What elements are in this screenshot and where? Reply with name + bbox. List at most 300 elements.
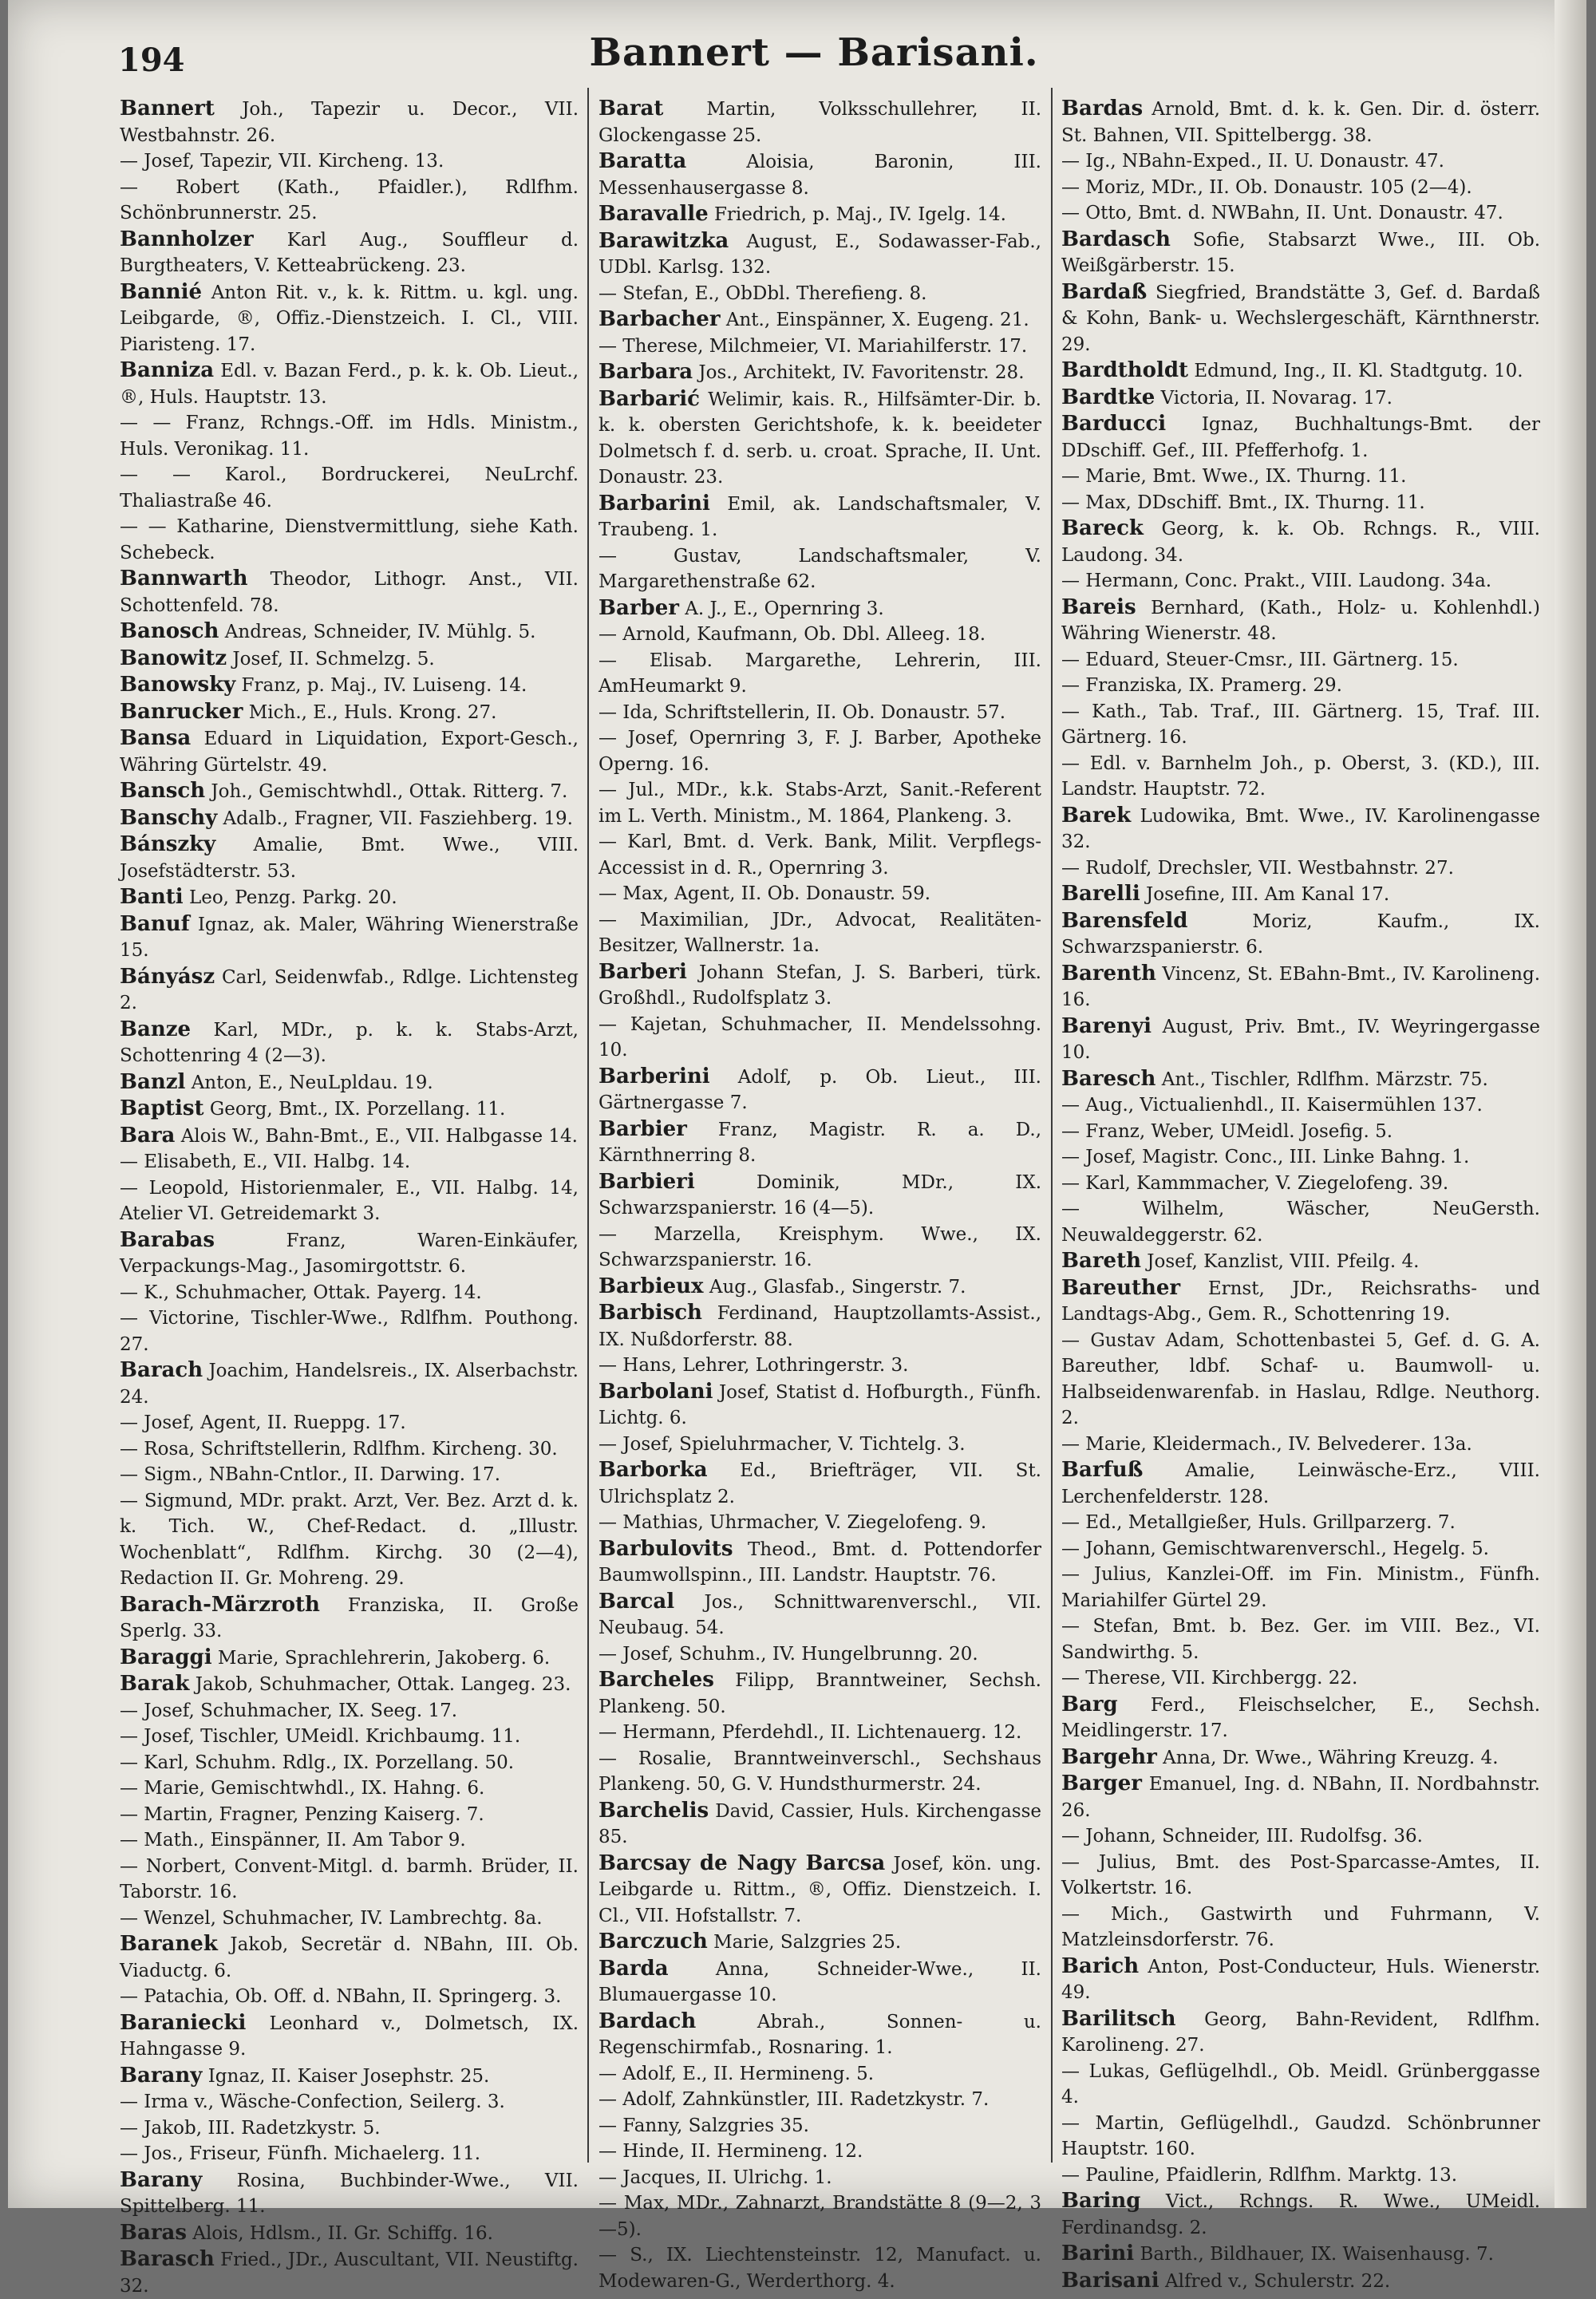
directory-entry: [1061, 1850, 1540, 1902]
entry-surname: Banti: [120, 885, 184, 909]
entry-surname: Bardaß: [1061, 279, 1148, 304]
entry-surname: Barczuch: [598, 1930, 708, 1953]
directory-entry: [120, 357, 579, 410]
entry-details: — Sigm., NBahn-Cntlor., II. Darwing. 17.: [120, 1464, 501, 1485]
entry-details: August, Priv. Bmt., IV. Weyringergasse 10.: [1061, 1016, 1540, 1063]
entry-surname: Baring: [1061, 2189, 1141, 2213]
page-number: 194: [118, 41, 185, 79]
entry-details: — Kath., Tab. Traf., III. Gärtnerg. 15, Traf. III. Gärtnerg. 16.: [1061, 701, 1540, 748]
entry-details: Barth., Bildhauer, IX. Waisenhausg. 7.: [1140, 2244, 1494, 2265]
entry-details: Arnold, Bmt. d. k. k. Gen. Dir. d. österr. St. Bahnen, VII. Spittelbergg. 38.: [1061, 99, 1541, 146]
entry-surname: Barbier: [598, 1116, 687, 1141]
entry-details: — Adolf, Zahnkünstler, III. Radetzkystr. 7.: [598, 2089, 990, 2110]
directory-entry: [120, 1592, 579, 1645]
entry-details: Ferdinand, Hauptzollamts-Assist., IX. Nußdorferstr. 88.: [598, 1303, 1042, 1350]
entry-details: Jakob, Secretär d. NBahn, III. Ob. Viaductg. 6.: [120, 1934, 579, 1981]
directory-entry: [120, 279, 579, 358]
directory-entry: [120, 2141, 579, 2167]
directory-entry: [1061, 855, 1540, 882]
entry-details: — Ig., NBahn-Exped., II. U. Donaustr. 47.: [1061, 151, 1444, 172]
directory-entry: [598, 1641, 1041, 1668]
entry-surname: Barany: [120, 2167, 203, 2192]
entry-details: Siegfried, Brandstätte 3, Gef. d. Bardaß & Kohn, Bank- u. Wechslergeschäft, Kärnthnerstr. 29.: [1061, 282, 1541, 355]
directory-entry: [120, 1096, 579, 1123]
entry-details: — Ed., Metallgießer, Huls. Grillparzerg. 7.: [1061, 1512, 1456, 1533]
entry-surname: Bareth: [1061, 1249, 1141, 1273]
entry-details: — Wenzel, Schuhmacher, IV. Lambrechtg. 8a.: [120, 1907, 543, 1929]
entry-details: — Adolf, E., II. Hermineng. 5.: [598, 2063, 875, 2084]
entry-details: — Eduard, Steuer-Cmsr., III. Gärtnerg. 15.: [1061, 649, 1459, 670]
entry-details: — Karl, Bmt. d. Verk. Bank, Milit. Verpflegs-Accessist in d. R., Opernring 3.: [598, 832, 1041, 879]
entry-details: — Norbert, Convent-Mitgl. d. barmh. Brüder, II. Taborstr. 16.: [120, 1855, 579, 1902]
entry-details: — Josef, Agent, II. Rueppg. 17.: [120, 1412, 406, 1433]
entry-surname: Barborka: [598, 1458, 708, 1482]
entry-surname: Barenth: [1061, 961, 1156, 986]
entry-details: Leonhard v., Dolmetsch, IX. Hahngasse 9.: [120, 2013, 579, 2060]
entry-details: — Stefan, Bmt. b. Bez. Ger. im VIII. Bez., VI. Sandwirthg. 5.: [1061, 1616, 1540, 1663]
entry-details: Josefine, III. Am Kanal 17.: [1146, 884, 1390, 905]
directory-entry: [120, 227, 579, 279]
directory-entry: [598, 1798, 1041, 1851]
directory-entry: [120, 1698, 579, 1724]
entry-details: — Karl, Kammmacher, V. Ziegelofeng. 39.: [1061, 1172, 1449, 1194]
entry-details: — Robert (Kath., Pfaidler.), Rdlfhm. Schönbrunnerstr. 25.: [120, 176, 579, 223]
directory-entry: [1061, 803, 1540, 855]
entry-details: Mich., E., Huls. Krong. 27.: [248, 701, 497, 723]
directory-entry: [1061, 1171, 1540, 1197]
entry-details: — Therese, VII. Kirchbergg. 22.: [1061, 1668, 1358, 1689]
entry-surname: Barda: [598, 1956, 669, 1981]
entry-surname: Barg: [1061, 1692, 1118, 1716]
directory-entry: [120, 96, 579, 148]
entry-surname: Barak: [120, 1672, 190, 1696]
entry-details: Ant., Einspänner, X. Eugeng. 21.: [725, 310, 1029, 330]
entry-details: — Jos., Friseur, Fünfh. Michaelerg. 11.: [120, 2143, 481, 2164]
entry-details: Andreas, Schneider, IV. Mühlg. 5.: [224, 622, 536, 642]
entry-details: Adalb., Fragner, VII. Fasziehberg. 19.: [223, 808, 573, 829]
directory-entry: [1061, 1562, 1540, 1614]
directory-entry: [1061, 515, 1540, 568]
directory-entry: [598, 700, 1041, 726]
directory-entry: [1061, 1771, 1540, 1823]
entry-details: — S., IX. Liechtensteinstr. 12, Manufact. u. Modewaren-G., Werderthorg. 4.: [598, 2245, 1041, 2292]
directory-entry: [120, 1306, 579, 1357]
entry-surname: Baravalle: [598, 202, 709, 226]
entry-details: — Stefan, E., ObDbl. Therefieng. 8.: [598, 282, 927, 304]
entry-surname: Barini: [1061, 2242, 1135, 2265]
directory-entry: [598, 2009, 1041, 2061]
entry-surname: Barensfeld: [1061, 908, 1188, 933]
entry-details: Jos., Architekt, IV. Favoritenstr. 28.: [698, 362, 1025, 383]
entry-surname: Baratta: [598, 149, 687, 173]
entry-details: — Wilhelm, Wäscher, NeuGersth. Neuwaldeggerstr. 62.: [1061, 1199, 1540, 1246]
entry-surname: Bardas: [1061, 97, 1144, 120]
entry-details: — Victorine, Tischler-Wwe., Rdlfhm. Pouthong. 27.: [120, 1308, 579, 1355]
entry-details: Emanuel, Ing. d. NBahn, II. Nordbahnstr. 26.: [1061, 1774, 1540, 1821]
directory-entry: [1061, 1275, 1540, 1328]
entry-surname: Bánszky: [120, 832, 216, 856]
entry-details: Ignaz, ak. Maler, Währing Wienerstraße 15.: [120, 914, 579, 961]
entry-details: — Mich., Gastwirth und Fuhrmann, V. Matzleinsdorferstr. 76.: [1061, 1903, 1540, 1950]
directory-entry: [120, 1227, 579, 1280]
directory-entry: [120, 2010, 579, 2063]
entry-surname: Baresch: [1061, 1066, 1156, 1091]
directory-entry: [1061, 2006, 1540, 2059]
entry-surname: Barbarić: [598, 386, 700, 411]
entry-surname: Bareck: [1061, 516, 1144, 540]
directory-entry: [1061, 908, 1540, 961]
entry-details: David, Cassier, Huls. Kirchengasse 85.: [598, 1800, 1042, 1847]
directory-entry: [1061, 175, 1540, 201]
entry-details: — Rosalie, Branntweinverschl., Sechshaus Plankeng. 50, G. V. Hundsthurmerstr. 24.: [598, 1748, 1041, 1795]
directory-entry: [1061, 2188, 1540, 2241]
directory-entry: [120, 2167, 579, 2220]
directory-entry: [598, 725, 1041, 777]
entry-surname: Barcheles: [598, 1668, 714, 1692]
directory-entry: [120, 1357, 579, 1410]
entry-details: Joh., Tapezir u. Decor., VII. Westbahnstr. 26.: [120, 99, 579, 146]
directory-entry: [598, 881, 1041, 907]
directory-entry: [1061, 1692, 1540, 1744]
entry-surname: Barducci: [1061, 412, 1167, 436]
entry-details: Joachim, Handelsreis., IX. Alserbachstr. 24.: [120, 1361, 579, 1408]
entry-surname: Barberi: [598, 959, 687, 984]
directory-entry: [598, 2113, 1041, 2139]
entry-surname: Barberini: [598, 1064, 710, 1088]
entry-details: Karl Aug., Souffleur d. Burgtheaters, V. Ketteabrückeng. 23.: [120, 229, 579, 276]
directory-entry: [598, 1274, 1041, 1301]
entry-details: — Marie, Gemischtwhdl., IX. Hahng. 6.: [120, 1778, 485, 1799]
directory-entry: [598, 829, 1041, 881]
directory-entry: [598, 1116, 1041, 1169]
entry-details: Victoria, II. Novarag. 17.: [1160, 387, 1393, 409]
directory-entry: [598, 1536, 1041, 1589]
directory-entry: [120, 699, 579, 726]
directory-entry: [120, 805, 579, 832]
entry-details: — Rosa, Schriftstellerin, Rdlfhm. Kircheng. 30.: [120, 1438, 558, 1460]
directory-entry: [1061, 568, 1540, 595]
entry-details: Franziska, II. Große Sperlg. 33.: [120, 1594, 579, 1641]
directory-entry: [598, 334, 1041, 360]
entry-surname: Bansa: [120, 726, 192, 750]
directory-entry: [120, 1750, 579, 1776]
entry-surname: Barasch: [120, 2247, 215, 2271]
directory-entry: [120, 964, 579, 1017]
entry-details: — Johann, Gemischtwarenverschl., Hegelg. 5.: [1061, 1538, 1489, 1559]
directory-entry: [598, 1012, 1041, 1064]
column-middle: [598, 96, 1042, 2292]
entry-surname: Baraniecki: [120, 2010, 247, 2035]
entry-surname: Baraggi: [120, 1645, 212, 1669]
directory-entry: [120, 2089, 579, 2115]
directory-entry: [120, 410, 579, 462]
entry-surname: Bareuther: [1061, 1275, 1181, 1300]
directory-entry: [598, 777, 1041, 829]
directory-entry: [1061, 1328, 1540, 1432]
entry-details: Welimir, kais. R., Hilfsämter-Dir. b. k. k. obersten Gerichtshofe, k. k. beeideter Dolmetsch f. d. serb. u. croat. Sprache, II. Unt. Donaustr. 23.: [598, 389, 1041, 488]
directory-entry: [120, 1776, 579, 1802]
entry-surname: Banosch: [120, 619, 219, 643]
entry-details: — Sigmund, MDr. prakt. Arzt, Ver. Bez. Arzt d. k. k. Tich. W., Chef-Redact. d. „Illustr. Wochenblatt“, Rdlfhm. Kirchg. 30 (2—4), Redaction II. Gr. Mohreng. 29.: [120, 1490, 579, 1589]
directory-entry: [598, 1300, 1041, 1353]
entry-surname: Barbieux: [598, 1274, 704, 1298]
entry-details: — Pauline, Pfaidlerin, Rdlfhm. Marktg. 13.: [1061, 2164, 1458, 2186]
entry-details: — Josef, Schuhmacher, IX. Seeg. 17.: [120, 1700, 458, 1721]
entry-details: Ed., Briefträger, VII. St. Ulrichsplatz 2.: [598, 1460, 1041, 1507]
entry-details: — Franziska, IX. Pramerg. 29.: [1061, 675, 1342, 696]
directory-entry: [598, 2087, 1041, 2113]
entry-details: Carl, Seidenwfab., Rdlge. Lichtensteg 2.: [120, 966, 579, 1013]
directory-entry: [1061, 1092, 1540, 1119]
entry-details: — Martin, Fragner, Penzing Kaiserg. 7.: [120, 1803, 484, 1825]
entry-details: — Patachia, Ob. Off. d. NBahn, II. Springerg. 3.: [120, 1986, 562, 2007]
directory-entry: [120, 175, 579, 227]
directory-entry: [120, 1931, 579, 1984]
entry-details: Alois W., Bahn-Bmt., E., VII. Halbgasse 14.: [180, 1125, 578, 1147]
directory-entry: [598, 1169, 1041, 1222]
directory-entry: [120, 1436, 579, 1463]
entry-details: Bernhard, (Kath., Holz- u. Kohlenhdl.) Währing Wienerstr. 48.: [1061, 597, 1541, 644]
directory-entry: [1061, 2059, 1540, 2111]
directory-entry: [1061, 1013, 1540, 1066]
entry-details: Franz, Magistr. R. a. D., Kärnthnerring 8.: [598, 1119, 1041, 1166]
entry-details: — Gustav Adam, Schottenbastei 5, Gef. d. G. A. Bareuther, ldbf. Schaf- u. Baumwoll- u. Halbseidenwarenfab. in Haslau, Rdlge. Neuthorg. 2.: [1061, 1329, 1540, 1428]
directory-entry: [120, 1488, 579, 1592]
directory-entry: [120, 1017, 579, 1069]
directory-entry: [598, 1379, 1041, 1432]
directory-entry: [598, 228, 1041, 281]
entry-surname: Bara: [120, 1123, 176, 1148]
directory-entry: [598, 201, 1041, 228]
entry-details: Vict., Rchngs. R. Wwe., UMeidl. Ferdinandsg. 2.: [1061, 2191, 1541, 2238]
entry-details: Ferd., Fleischselcher, E., Sechsh. Meidlingerstr. 17.: [1061, 1694, 1540, 1741]
entry-surname: Banzl: [120, 1069, 186, 1094]
entry-surname: Banuf: [120, 911, 190, 936]
directory-entry: [120, 884, 579, 911]
entry-surname: Baptist: [120, 1096, 204, 1120]
directory-entry: [120, 618, 579, 646]
directory-entry: [1061, 148, 1540, 175]
entry-surname: Barawitzka: [598, 228, 729, 253]
directory-entry: [120, 1671, 579, 1698]
entry-details: — Lukas, Geflügelhdl., Ob. Meidl. Grünberggasse 4.: [1061, 2060, 1540, 2107]
entry-surname: Barelli: [1061, 882, 1140, 906]
entry-details: Aloisia, Baronin, III. Messenhausergasse 8.: [598, 152, 1041, 199]
entry-details: — Kajetan, Schuhmacher, II. Mendelssohng. 10.: [598, 1013, 1041, 1061]
entry-details: Martin, Volksschullehrer, II. Glockengasse 25.: [598, 99, 1042, 146]
entry-surname: Banze: [120, 1017, 192, 1041]
column-left: [120, 96, 579, 2297]
directory-entry: [598, 281, 1041, 307]
directory-entry: [598, 959, 1041, 1012]
entry-details: — Josef, Opernring 3, F. J. Barber, Apotheke Operng. 16.: [598, 728, 1041, 775]
directory-entry: [598, 543, 1041, 595]
entry-surname: Barfuß: [1061, 1458, 1144, 1482]
entry-details: Friedrich, p. Maj., IV. Igelg. 14.: [713, 204, 1006, 225]
entry-details: Ignaz, II. Kaiser Josephstr. 25.: [207, 2065, 490, 2087]
directory-entry: [120, 778, 579, 805]
entry-details: — Max, Agent, II. Ob. Donaustr. 59.: [598, 883, 931, 904]
entry-details: Jakob, Schuhmacher, Ottak. Langeg. 23.: [195, 1674, 571, 1695]
entry-surname: Barat: [598, 97, 664, 120]
entry-surname: Barbulovits: [598, 1536, 733, 1561]
directory-entry: [120, 1854, 579, 1906]
entry-details: — Marie, Bmt. Wwe., IX. Thurng. 11.: [1061, 466, 1407, 487]
directory-entry: [1061, 2111, 1540, 2163]
directory-entry: [598, 1353, 1041, 1379]
directory-entry: [120, 1410, 579, 1436]
entry-details: — Johann, Schneider, III. Rudolfsg. 36.: [1061, 1826, 1423, 1847]
entry-details: Josef, Kanzlist, VIII. Pfeilg. 4.: [1147, 1251, 1420, 1272]
directory-entry: [1061, 595, 1540, 647]
entry-details: — Rudolf, Drechsler, VII. Westbahnstr. 27.: [1061, 857, 1454, 879]
directory-entry: [598, 1222, 1041, 1274]
entry-details: — Fanny, Salzgries 35.: [598, 2115, 809, 2136]
entry-details: Fried., JDr., Auscultant, VII. Neustiftg. 32.: [120, 2250, 579, 2297]
entry-surname: Barcal: [598, 1589, 675, 1614]
directory-entry: [120, 462, 579, 514]
entry-details: Theodor, Lithogr. Anst., VII. Schottenfeld. 78.: [120, 569, 579, 616]
entry-details: August, E., Sodawasser-Fab., UDbl. Karlsg. 132.: [598, 231, 1041, 278]
entry-details: Marie, Sprachlehrerin, Jakoberg. 6.: [217, 1647, 551, 1669]
entry-details: Karl, MDr., p. k. k. Stabs-Arzt, Schottenring 4 (2—3).: [120, 1019, 579, 1066]
directory-entry: [1061, 1144, 1540, 1171]
directory-entry: [1061, 647, 1540, 674]
entry-details: — Jacques, II. Ulrichg. 1.: [598, 2167, 832, 2188]
entry-surname: Bardasch: [1061, 227, 1171, 251]
directory-entry: [1061, 881, 1540, 908]
directory-entry: [1061, 1614, 1540, 1665]
entry-details: Sofie, Stabsarzt Wwe., III. Ob. Weißgärberstr. 15.: [1061, 229, 1540, 276]
directory-entry: [1061, 961, 1540, 1013]
directory-entry: [120, 2115, 579, 2142]
entry-details: Georg, Bmt., IX. Porzellang. 11.: [209, 1099, 506, 1120]
entry-details: — Marie, Kleidermach., IV. Belvederег. 13a.: [1061, 1433, 1472, 1455]
directory-entry: [1061, 490, 1540, 516]
entry-surname: Bannholzer: [120, 227, 254, 251]
entry-details: Jos., Schnittwarenverschl., VII. Neubaug. 54.: [598, 1591, 1041, 1638]
entry-surname: Barber: [598, 595, 679, 620]
entry-surname: Bardach: [598, 2009, 697, 2033]
entry-details: — Hermann, Conc. Prakt., VIII. Laudong. 34a.: [1061, 571, 1492, 591]
entry-details: Josef, Statist d. Hofburgth., Fünfh. Lichtg. 6.: [598, 1381, 1041, 1428]
entry-surname: Barilitsch: [1061, 2006, 1176, 2031]
entry-surname: Bansch: [120, 779, 206, 803]
entry-details: — Arnold, Kaufmann, Ob. Dbl. Alleeg. 18.: [598, 624, 986, 645]
directory-entry: [120, 1175, 579, 1227]
entry-details: — Math., Einspänner, II. Am Tabor 9.: [120, 1830, 466, 1851]
entry-surname: Barbisch: [598, 1301, 702, 1325]
entry-details: A. J., E., Opernring 3.: [685, 598, 884, 619]
entry-details: — Ida, Schriftstellerin, II. Ob. Donaustr. 57.: [598, 701, 1006, 723]
directory-entry: [120, 832, 579, 884]
entry-details: — Hermann, Pferdehdl., II. Lichtenauerg. 12.: [598, 1722, 1022, 1743]
entry-details: — Mathias, Uhrmacher, V. Ziegelofeng. 9.: [598, 1512, 987, 1533]
entry-surname: Barenyi: [1061, 1013, 1152, 1038]
directory-entry: [120, 646, 579, 673]
entry-details: Abrah., Sonnen- u. Regenschirmfab., Rosnaring. 1.: [598, 2011, 1041, 2058]
entry-details: Josef, II. Schmelzg. 5.: [232, 648, 435, 670]
entry-details: — — Katharine, Dienstvermittlung, siehe Kath. Schebeck.: [120, 516, 579, 563]
directory-entry: [120, 148, 579, 175]
entry-surname: Barcsay de Nagy Barcsa: [598, 1851, 886, 1875]
entry-details: Anton, Post-Conducteur, Huls. Wienerstr. 49.: [1061, 1956, 1541, 2003]
entry-details: Anton, E., NeuLpldau. 19.: [191, 1072, 433, 1093]
directory-entry: [1061, 673, 1540, 699]
entry-details: Georg, k. k. Ob. Rchngs. R., VIII. Laudong. 34.: [1061, 519, 1540, 566]
directory-entry: [120, 1802, 579, 1828]
entry-details: — Josef, Tischler, UMeidl. Krichbaumg. 11.: [120, 1726, 521, 1747]
entry-details: Emil, ak. Landschaftsmaler, V. Traubeng. 1.: [598, 493, 1041, 540]
entry-surname: Barach-Märzroth: [120, 1592, 320, 1617]
directory-entry: [598, 2139, 1041, 2165]
directory-entry: [598, 2165, 1041, 2191]
directory-entry: [1061, 2163, 1540, 2189]
directory-entry: [120, 566, 579, 618]
entry-surname: Banrucker: [120, 699, 243, 724]
entry-surname: Barbacher: [598, 307, 721, 331]
directory-entry: [1061, 1744, 1540, 1772]
entry-surname: Bardtke: [1061, 385, 1156, 409]
entry-surname: Barbolani: [598, 1379, 713, 1404]
entry-surname: Barger: [1061, 1772, 1142, 1795]
entry-details: Ignaz, Buchhaltungs-Bmt. der DDschiff. Gef., III. Pfefferhofg. 1.: [1061, 414, 1541, 461]
directory-entry: [1061, 2268, 1540, 2295]
directory-entry: [1061, 1823, 1540, 1850]
column-rule-right: [1051, 88, 1053, 2163]
entry-details: Joh., Gemischtwhdl., Ottak. Ritterg. 7.: [211, 781, 568, 802]
entry-details: Leo, Penzg. Parkg. 20.: [188, 887, 397, 908]
directory-entry: [598, 1432, 1041, 1458]
entry-details: Anna, Dr. Wwe., Währing Kreuzg. 4.: [1163, 1747, 1499, 1768]
directory-entry: [598, 1929, 1041, 1956]
directory-entry: [120, 911, 579, 964]
directory-entry: [598, 1720, 1041, 1746]
entry-details: — Josef, Spieluhrmacher, V. Tichtelg. 3.: [598, 1433, 966, 1455]
entry-details: — Elisab. Margarethe, Lehrerin, III. AmHeumarkt 9.: [598, 650, 1041, 697]
directory-entry: [1061, 751, 1540, 803]
entry-details: Dominik, MDr., IX. Schwarzspanierstr. 16 (4—5).: [598, 1171, 1042, 1219]
entry-surname: Barach: [120, 1358, 203, 1382]
page-edge-shadow: [1555, 0, 1586, 2208]
entry-details: — Julius, Kanzlei-Off. im Fin. Ministm., Fünfh. Mariahilfer Gürtel 29.: [1061, 1564, 1540, 1611]
page-title: Bannert — Barisani.: [589, 30, 1039, 75]
entry-details: — Otto, Bmt. d. NWBahn, II. Unt. Donaustr. 47.: [1061, 203, 1503, 223]
entry-details: — Julius, Bmt. des Post-Sparcasse-Amtes, II. Volkertstr. 16.: [1061, 1851, 1540, 1898]
directory-entry: [1061, 1953, 1540, 2006]
entry-details: — Gustav, Landschaftsmaler, V. Margarethenstraße 62.: [598, 545, 1041, 592]
entry-details: Georg, Bahn-Revident, Rdlfhm. Karolineng. 27.: [1061, 2009, 1540, 2056]
entry-details: — Max, DDschiff. Bmt., IX. Thurng. 11.: [1061, 492, 1425, 513]
entry-details: Edmund, Ing., II. Kl. Stadtgutg. 10.: [1194, 361, 1523, 381]
entry-surname: Barbieri: [598, 1169, 695, 1194]
entry-surname: Bardtholdt: [1061, 358, 1189, 382]
entry-surname: Bányász: [120, 964, 215, 989]
directory-entry: [120, 1984, 579, 2010]
directory-entry: [598, 148, 1041, 201]
entry-surname: Barisani: [1061, 2268, 1159, 2293]
directory-entry: [1061, 1119, 1540, 1145]
entry-details: — Max, MDr., Zahnarzt, Brandstätte 8 (9—2, 3—5).: [598, 2193, 1041, 2240]
entry-details: Ludowika, Bmt. Wwe., IV. Karolinengasse 32.: [1061, 805, 1540, 852]
directory-entry: [598, 96, 1041, 148]
directory-entry: [1061, 1510, 1540, 1536]
entry-surname: Banowitz: [120, 646, 227, 670]
entry-details: — Jakob, III. Radetzkystr. 5.: [120, 2117, 381, 2139]
directory-entry: [1061, 411, 1540, 464]
directory-entry: [1061, 385, 1540, 412]
entry-details: — Hans, Lehrer, Lothringerstr. 3.: [598, 1355, 909, 1376]
